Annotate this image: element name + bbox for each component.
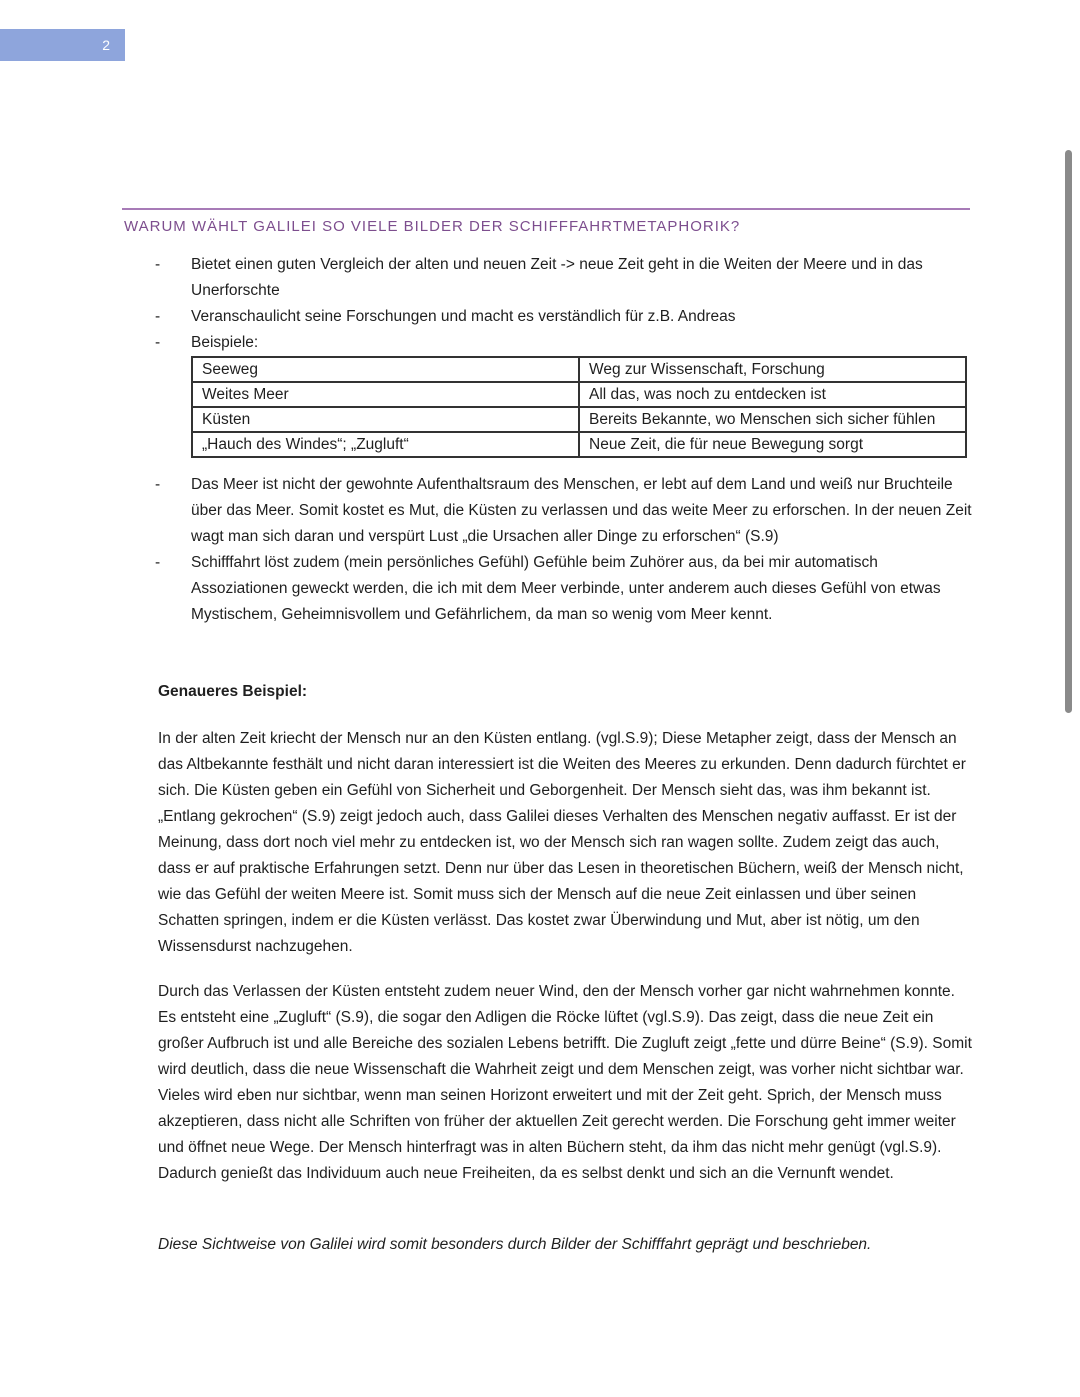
metaphor-table (191, 356, 967, 458)
conclusion-paragraph: Diese Sichtweise von Galilei wird somit besonders durch Bilder der Schifffahrt geprägt und beschrieben. (158, 1236, 872, 1253)
bullet-item (155, 550, 975, 628)
table-cell-meaning: All das, was noch zu entdecken ist (579, 382, 966, 407)
heading-divider (122, 208, 970, 210)
bullet-dash: - (155, 554, 161, 571)
bullet-text: Das Meer ist nicht der gewohnte Aufenthaltsraum des Menschen, er lebt auf dem Land und weiß nur Bruchteile über das Meer. Somit kostet es Mut, die Küsten zu verlassen und das weite Meer zu erforschen. In der neuen Zeit wagt man sich daran und verspürt Lust „die Ursachen aller Dinge zu erforschen“ (S.9) (191, 476, 972, 545)
table-row (192, 432, 966, 457)
bullet-item (155, 252, 975, 304)
table-cell-meaning: Bereits Bekannte, wo Menschen sich sicher fühlen (579, 407, 966, 432)
subheading: Genaueres Beispiel: (158, 683, 308, 700)
page-number-tab (0, 29, 125, 61)
section-heading: WARUM WÄHLT GALILEI SO VIELE BILDER DER SCHIFFFAHRTMETAPHORIK? (124, 218, 741, 235)
metaphor-table-container (155, 356, 975, 458)
bullet-text: Schifffahrt löst zudem (mein persönliches Gefühl) Gefühle beim Zuhörer aus, da bei mir automatisch Assoziationen geweckt werden, die ich mit dem Meer verbinde, unter anderem auch dieses Gefühl von etwas Mystischem, Geheimnisvollem und Gefährlichem, da man so wenig vom Meer kennt. (191, 554, 941, 623)
bullet-dash: - (155, 308, 161, 325)
bullet-dash: - (155, 334, 161, 351)
bullet-dash: - (155, 256, 161, 273)
bullet-text: Veranschaulicht seine Forschungen und macht es verständlich für z.B. Andreas (191, 308, 736, 325)
table-row (192, 357, 966, 382)
bullet-item (155, 472, 975, 550)
table-cell-metaphor: Weites Meer (192, 382, 579, 407)
table-row (192, 382, 966, 407)
bullet-dash: - (155, 476, 161, 493)
bullet-text: Bietet einen guten Vergleich der alten und neuen Zeit -> neue Zeit geht in die Weiten der Meere und in das Unerforschte (191, 256, 923, 299)
table-row (192, 407, 966, 432)
table-cell-metaphor: Seeweg (192, 357, 579, 382)
table-cell-metaphor: „Hauch des Windes“; „Zugluft“ (192, 432, 579, 457)
page-number: 2 (102, 37, 110, 53)
table-cell-meaning: Weg zur Wissenschaft, Forschung (579, 357, 966, 382)
bullet-list (155, 252, 975, 628)
bullet-item (155, 304, 975, 330)
vertical-scrollbar[interactable] (1065, 150, 1072, 713)
table-cell-meaning: Neue Zeit, die für neue Bewegung sorgt (579, 432, 966, 457)
bullet-item (155, 330, 975, 356)
paragraph: In der alten Zeit kriecht der Mensch nur an den Küsten entlang. (vgl.S.9); Diese Metapher zeigt, dass der Mensch an das Altbekannte festhält und nicht daran interessiert ist die Weiten des Meeres zu erkunden. Denn dadurch fürchtet er sich. Die Küsten geben ein Gefühl von Sicherheit und Geborgenheit. Der Mensch sieht das, was ihm bekannt ist. „Entlang gekrochen“ (S.9) zeigt jedoch auch, dass Galilei dieses Verhalten des Menschen negativ auffasst. Er ist der Meinung, dass dort noch viel mehr zu entdecken ist, wo der Mensch sich ran wagen sollte. Zudem zeigt das auch, dass er auf praktische Erfahrungen setzt. Denn nur über das Lesen in theoretischen Büchern, weiß der Mensch nicht, wie das Gefühl der weiten Meere ist. Somit muss sich der Mensch auf die neue Zeit einlassen und über seinen Schatten springen, indem er die Küsten verlässt. Das kostet zwar Überwindung und Mut, aber ist nötig, um den Wissensdurst nachzugehen. (158, 730, 966, 955)
bullet-text: Beispiele: (191, 334, 259, 351)
paragraph: Durch das Verlassen der Küsten entsteht zudem neuer Wind, den der Mensch vorher gar nicht wahrnehmen konnte. Es entsteht eine „Zugluft“ (S.9), die sogar den Adligen die Röcke lüftet (vgl.S.9). Das zeigt, dass die neue Zeit ein großer Aufbruch ist und alle Bereiche des sozialen Lebens betrifft. Die Zugluft zeigt „fette und dürre Beine“ (S.9). Somit wird deutlich, dass die neue Wissenschaft die Wahrheit zeigt und dem Menschen zeigt, was vorher nicht sichtbar war. Vieles wird eben nur sichtbar, wenn man seinen Horizont erweitert und mit der Zeit geht. Sprich, der Mensch muss akzeptieren, dass nicht alle Schriften von früher der aktuellen Zeit gerecht werden. Die Forschung geht immer weiter und öffnet neue Wege. Der Mensch hinterfragt was in alten Büchern steht, da ihm das nicht mehr genügt (vgl.S.9). Dadurch genießt das Individuum auch neue Freiheiten, da es selbst denkt und sich an die Vernunft wendet. (158, 983, 972, 1182)
table-cell-metaphor: Küsten (192, 407, 579, 432)
